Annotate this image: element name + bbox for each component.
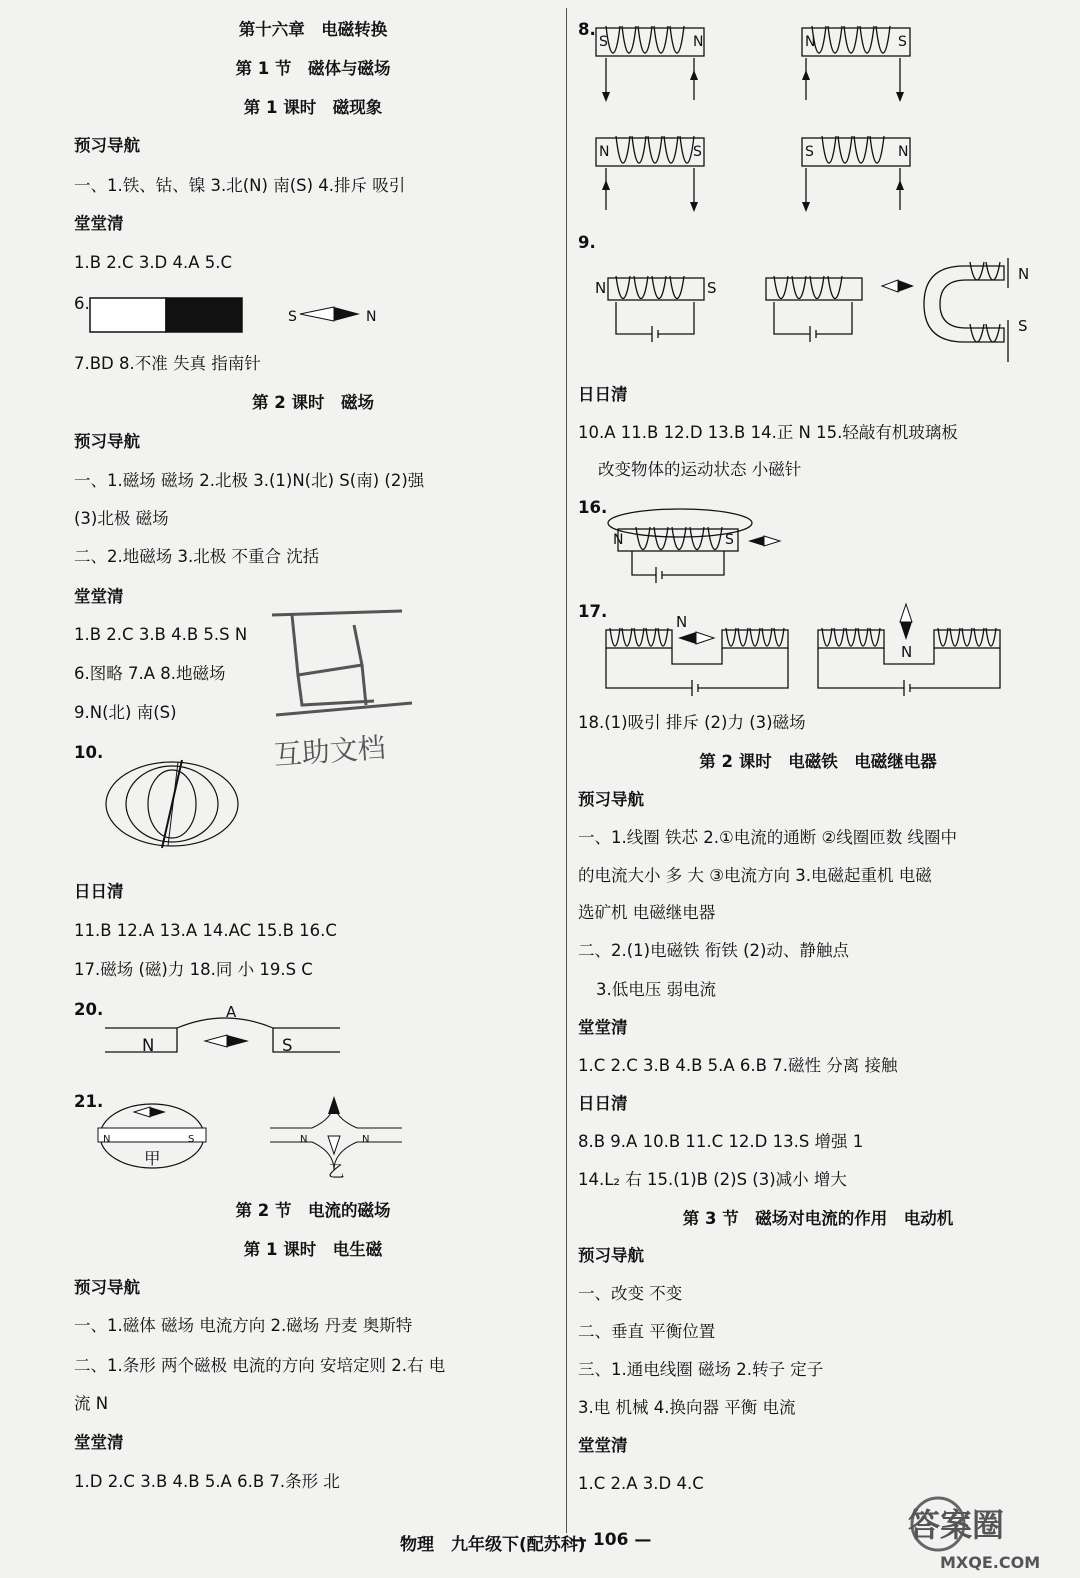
answer-line: 9.N(北) 南(S) [74, 703, 177, 722]
page-number: — 106 — [570, 1530, 652, 1550]
lesson-title: 第 1 课时 电生磁 [243, 1240, 383, 1259]
pole-label: S [599, 34, 608, 50]
figure-label: 甲 [144, 1149, 161, 1168]
pole-label: S [188, 1134, 195, 1145]
answer-line: 10.A 11.B 12.D 13.B 14.正 N 15.轻敲有机玻璃板 [578, 423, 958, 442]
answer-line: 一、1.磁场 磁场 2.北极 3.(1)N(北) S(南) (2)强 [74, 471, 425, 490]
heading-daily: 日日清 [578, 1094, 628, 1113]
answer-line: 6.图略 7.A 8.地磁场 [74, 664, 226, 683]
answer-line: 8.B 9.A 10.B 11.C 12.D 13.S 增强 1 [578, 1132, 864, 1151]
answer-line: 二、2.地磁场 3.北极 不重合 沈括 [74, 547, 320, 566]
heading-class: 堂堂清 [578, 1018, 628, 1037]
question-number: 9. [578, 233, 596, 252]
circuit-figure [594, 258, 1044, 368]
figure-label: 乙 [328, 1162, 345, 1181]
answer-line: 1.C 2.A 3.D 4.C [578, 1474, 704, 1493]
magnets-figure [105, 1004, 345, 1059]
pole-label: S [693, 144, 702, 160]
answer-line: 改变物体的运动状态 小磁针 [598, 460, 802, 479]
answer-line: 18.(1)吸引 排斥 (2)力 (3)磁场 [578, 713, 806, 732]
answer-line: 一、1.磁体 磁场 电流方向 2.磁场 丹麦 奥斯特 [74, 1316, 413, 1335]
stamp-mark [262, 605, 432, 775]
heading-daily: 日日清 [74, 882, 124, 901]
pole-label: S [288, 309, 297, 325]
answer-line: (3)北极 磁场 [74, 509, 169, 528]
pole-label: S [725, 532, 734, 548]
answer-line: 二、垂直 平衡位置 [578, 1322, 716, 1341]
answer-line: 3.低电压 弱电流 [596, 980, 716, 999]
question-number: 10. [74, 743, 104, 762]
answer-line: 1.C 2.C 3.B 4.B 5.A 6.B 7.磁性 分离 接触 [578, 1056, 898, 1075]
heading-class: 堂堂清 [74, 214, 124, 233]
answer-line: 7.BD 8.不准 失真 指南针 [74, 354, 261, 373]
circuit-figure [600, 600, 1020, 695]
pole-label: S [898, 34, 907, 50]
chapter-title: 第十六章 电磁转换 [238, 20, 388, 39]
pole-label: N [599, 144, 610, 160]
heading-class: 堂堂清 [74, 1433, 124, 1452]
answer-line: 1.B 2.C 3.B 4.B 5.S N [74, 625, 248, 644]
answer-line: 1.D 2.C 3.B 4.B 5.A 6.B 7.条形 北 [74, 1472, 340, 1491]
answer-line: 1.B 2.C 3.D 4.A 5.C [74, 253, 233, 272]
pole-label: N [805, 34, 816, 50]
pole-label: N [676, 613, 688, 631]
solenoid-figure [604, 505, 794, 580]
stamp-text: 互助文档 [272, 730, 387, 772]
heading-daily: 日日清 [578, 385, 628, 404]
pole-label: S [1018, 317, 1028, 335]
heading-preview: 预习导航 [74, 432, 140, 451]
pole-label: N [366, 309, 377, 325]
question-number: 6. [74, 294, 90, 313]
heading-class: 堂堂清 [74, 587, 124, 606]
section-title: 第 3 节 磁场对电流的作用 电动机 [682, 1209, 954, 1228]
heading-preview: 预习导航 [74, 136, 140, 155]
section-title: 第 1 节 磁体与磁场 [235, 59, 391, 78]
heading-class: 堂堂清 [578, 1436, 628, 1455]
pole-label: N [898, 144, 909, 160]
pole-label: N [362, 1134, 370, 1145]
pole-label: S [282, 1036, 293, 1055]
section-title: 第 2 节 电流的磁场 [235, 1201, 391, 1220]
pole-label: S [805, 144, 814, 160]
answer-line: 的电流大小 多 大 ③电流方向 3.电磁起重机 电磁 [578, 866, 932, 885]
footer-subject: 物理 九年级下(配苏科) [400, 1535, 586, 1555]
bar-magnet-figure [88, 296, 388, 336]
answer-line: 二、1.条形 两个磁极 电流的方向 安培定则 2.右 电 [74, 1356, 446, 1375]
lesson-title: 第 2 课时 磁场 [252, 393, 374, 412]
heading-preview: 预习导航 [578, 1246, 644, 1265]
question-number: 21. [74, 1092, 104, 1111]
pole-label: N [693, 34, 704, 50]
lesson-title: 第 1 课时 磁现象 [243, 98, 383, 117]
column-divider [566, 8, 567, 1533]
answer-line: 三、1.通电线圈 磁场 2.转子 定子 [578, 1360, 824, 1379]
answer-line: 一、改变 不变 [578, 1284, 683, 1303]
answer-line: 流 N [74, 1394, 109, 1413]
heading-preview: 预习导航 [578, 790, 644, 809]
pole-label: S [707, 279, 717, 297]
question-number: 16. [578, 498, 608, 517]
answer-line: 17.磁场 (磁)力 18.同 小 19.S C [74, 960, 313, 979]
answer-line: 一、1.线圈 铁芯 2.①电流的通断 ②线圈匝数 线圈中 [578, 828, 958, 847]
pole-label: N [142, 1036, 155, 1055]
answer-line: 一、1.铁、钴、镍 3.北(N) 南(S) 4.排斥 吸引 [74, 176, 406, 195]
site-logo [900, 1490, 1070, 1575]
solenoid-figure [592, 22, 922, 217]
question-number: 8. [578, 20, 596, 39]
pole-label: N [595, 279, 607, 297]
pole-label: N [300, 1134, 308, 1145]
question-number: 20. [74, 1000, 104, 1019]
question-number: 17. [578, 602, 608, 621]
point-label: A [226, 1003, 237, 1021]
pole-label: N [613, 532, 624, 548]
pole-label: N [103, 1134, 111, 1145]
heading-preview: 预习导航 [74, 1278, 140, 1297]
answer-line: 11.B 12.A 13.A 14.AC 15.B 16.C [74, 921, 337, 940]
pole-label: N [1018, 265, 1030, 283]
lesson-title: 第 2 课时 电磁铁 电磁继电器 [699, 752, 937, 771]
logo-url: MXQE.COM [940, 1553, 1041, 1572]
field-lines-figure [100, 752, 245, 857]
answer-line: 3.电 机械 4.换向器 平衡 电流 [578, 1398, 796, 1417]
answer-line: 二、2.(1)电磁铁 衔铁 (2)动、静触点 [578, 941, 849, 960]
logo-text: 答案圈 [908, 1506, 1005, 1544]
answer-line: 14.L₂ 右 15.(1)B (2)S (3)减小 增大 [578, 1170, 847, 1189]
answer-line: 选矿机 电磁继电器 [578, 903, 716, 922]
pole-label: N [901, 643, 913, 661]
